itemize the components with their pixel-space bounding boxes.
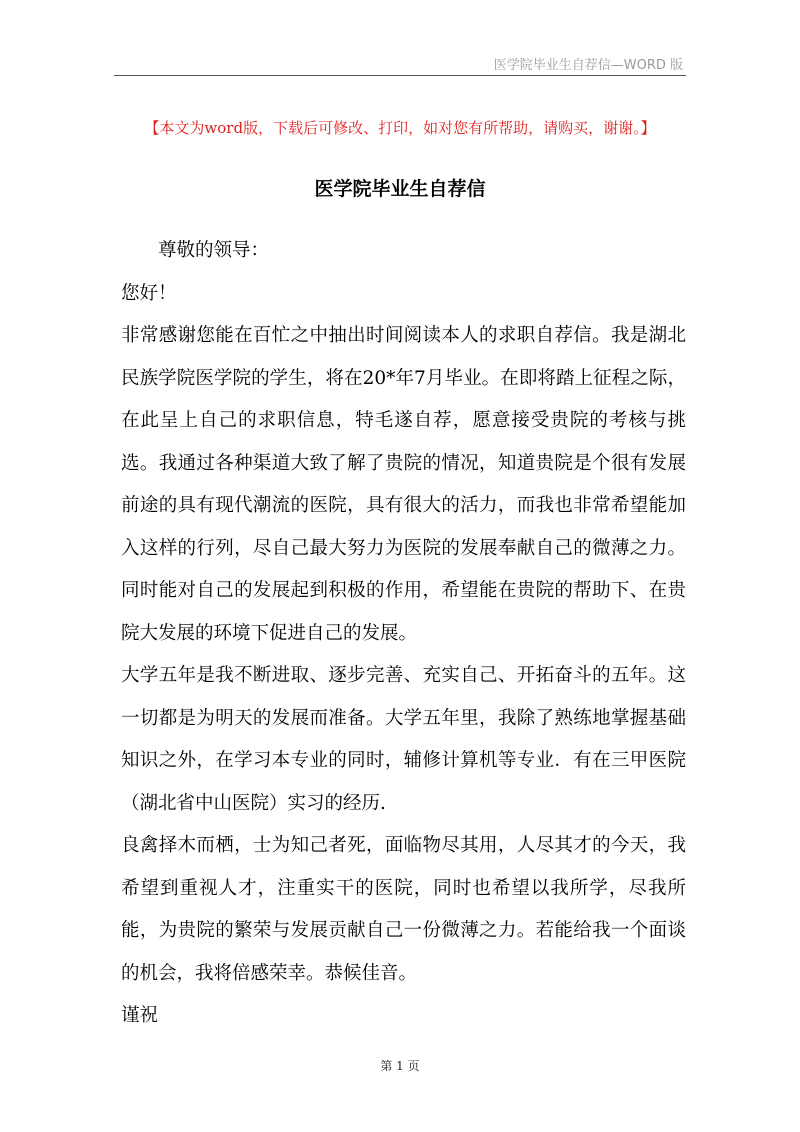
- body-paragraph: 良禽择木而栖，士为知己者死，面临物尽其用，人尽其才的今天，我希望到重视人才，注重实干的医院，同时也希望以我所学，尽我所能，为贵院的繁荣与发展贡献自己一份微薄之力。若能给我一个面谈的机会，我将倍感荣幸。恭候佳音。: [121, 835, 686, 984]
- body-paragraph: 非常感谢您能在百忙之中抽出时间阅读本人的求职自荐信。我是湖北民族学院医学院的学生，将在20*年7月毕业。在即将踏上征程之际，在此呈上自己的求职信息，特毛遂自荐，愿意接受贵院的考核与挑选。我通过各种渠道大致了解了贵院的情况，知道贵院是个很有发展前途的具有现代潮流的医院，具有很大的活力，而我也非常希望能加入这样的行列，尽自己最大努力为医院的发展奉献自己的微薄之力。同时能对自己的发展起到积极的作用，希望能在贵院的帮助下、在贵院大发展的环境下促进自己的发展。: [121, 325, 686, 644]
- salutation: 尊敬的领导：: [158, 240, 270, 261]
- body-paragraph: 大学五年是我不断进取、逐步完善、充实自己、开拓奋斗的五年。这一切都是为明天的发展而准备。大学五年里，我除了熟练地掌握基础知识之外，在学习本专业的同时，辅修计算机等专业．有在三甲医院（湖北省中山医院）实习的经历.: [121, 665, 686, 814]
- word-version-notice: 【本文为word版，下载后可修改、打印，如对您有所帮助，请购买，谢谢。】: [144, 119, 656, 137]
- closing: 谨祝: [121, 1005, 159, 1026]
- header-divider: [114, 75, 686, 76]
- greeting: 您好！: [121, 282, 177, 304]
- page-number: 第 1 页: [380, 1059, 420, 1073]
- running-header: 医学院毕业生自荐信—WORD 版: [493, 58, 683, 73]
- document-body: [121, 230, 686, 1038]
- document-title: 医学院毕业生自荐信: [314, 178, 486, 200]
